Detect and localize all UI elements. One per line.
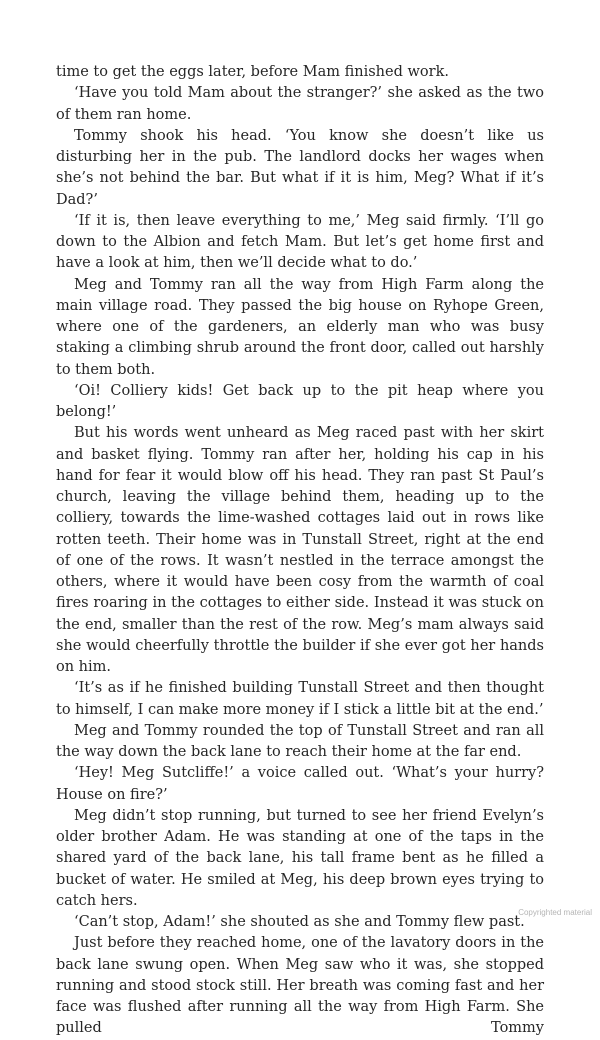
paragraph: ‘If it is, then leave everything to me,’ Meg said firmly. ‘I’ll go down to the Albion and fetch Mam. But let’s get home first and have a look at him, then we’ll decide what to do.’ xyxy=(56,212,544,272)
paragraph: Tommy shook his head. ‘You know she doesn’t like us disturbing her in the pub. The landlord docks her wages when she’s not behind the bar. But what if it is him, Meg? What if it’s Dad?’ xyxy=(56,127,544,208)
paragraph: ‘Can’t stop, Adam!’ she shouted as she and Tommy flew past. xyxy=(74,914,525,930)
paragraph: time to get the eggs later, before Mam finished work. xyxy=(56,64,449,80)
copyright-watermark: Copyrighted material xyxy=(518,908,592,917)
paragraph: But his words went unheard as Meg raced past with her skirt and basket flying. Tommy ran after her, holding his cap in his hand for fear it would blow off his head. They ran past St Paul’s church, leaving the village behind them, heading up to the colliery, towards the lime-washed cottages laid out in rows like rotten teeth. Their home was in Tunstall Street, right at the end of one of the rows. It wasn’t nestled in the terrace amongst the others, where it would have been cosy from the warmth of coal fires roaring in the cottages to either side. Instead it was stuck on the end, smaller than the rest of the row. Meg’s mam always said she would cheerfully throttle the builder if she ever got her hands on him. xyxy=(56,425,544,675)
paragraph: ‘Have you told Mam about the stranger?’ she asked as the two of them ran home. xyxy=(56,85,544,123)
paragraph: ‘It’s as if he finished building Tunstall Street and then thought to himself, I can make more money if I stick a little bit at the end.’ xyxy=(56,680,544,718)
paragraph: ‘Oi! Colliery kids! Get back up to the pit heap where you belong!’ xyxy=(56,382,544,420)
paragraph: Meg and Tommy rounded the top of Tunstall Street and ran all the way down the back lane to reach their home at the far end. xyxy=(56,722,544,760)
paragraph: Just before they reached home, one of the lavatory doors in the back lane swung open. When Meg saw who it was, she stopped running and stood stock still. Her breath was coming fast and her face was flushed after running all the way from High Farm. She pulled Tommy xyxy=(56,935,544,1037)
paragraph: ‘Hey! Meg Sutcliffe!’ a voice called out. ‘What’s your hurry? House on fire?’ xyxy=(56,765,544,803)
paragraph: Meg and Tommy ran all the way from High Farm along the main village road. They passed the big house on Ryhope Green, where one of the gardeners, an elderly man who was busy staking a climbing shrub around the front door, called out harshly to them both. xyxy=(56,276,544,378)
book-page-text xyxy=(56,62,544,1040)
paragraph: Meg didn’t stop running, but turned to see her friend Evelyn’s older brother Adam. He was standing at one of the taps in the shared yard of the back lane, his tall frame bent as he filled a bucket of water. He smiled at Meg, his deep brown eyes trying to catch hers. xyxy=(56,807,544,909)
